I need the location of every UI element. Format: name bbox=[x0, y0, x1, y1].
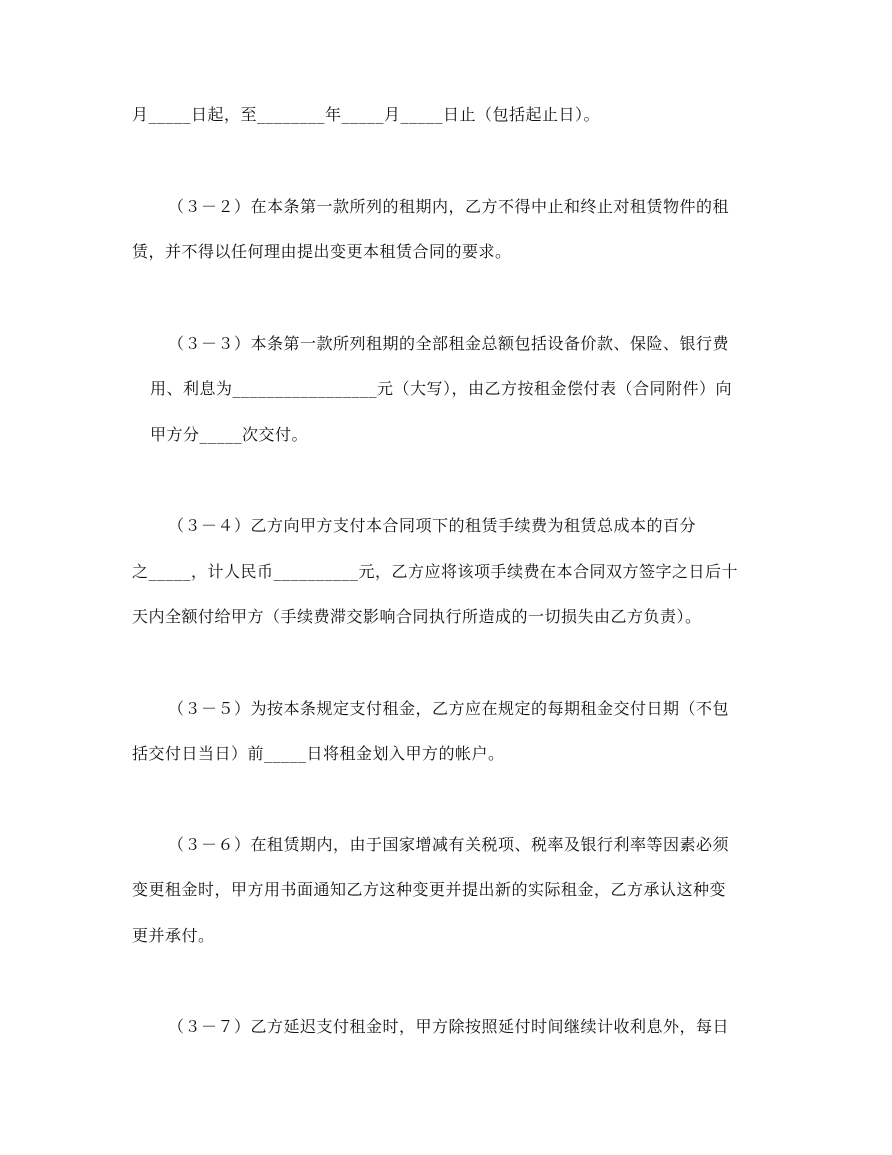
paragraph-3-7-line-1: （３－７）乙方延迟支付租金时，甲方除按照延付时间继续计收利息外，每日 bbox=[168, 1017, 730, 1036]
paragraph-3-5-line-2: 括交付日当日）前_____日将租金划入甲方的帐户。 bbox=[132, 744, 505, 763]
paragraph-3-4-line-3: 天内全额付给甲方（手续费滞交影响合同执行所造成的一切损失由乙方负责）。 bbox=[132, 607, 702, 626]
paragraph-3-4-line-2: 之_____，计人民币__________元，乙方应将该项手续费在本合同双方签字之日后十 bbox=[132, 562, 739, 581]
paragraph-3-2-line-1: （３－２）在本条第一款所列的租期内，乙方不得中止和终止对租赁物件的租 bbox=[168, 197, 730, 216]
paragraph-3-3-line-1: （３－３）本条第一款所列租期的全部租金总额包括设备价款、保险、银行费 bbox=[168, 334, 730, 353]
paragraph-3-2-line-2: 赁，并不得以任何理由提出变更本租赁合同的要求。 bbox=[132, 242, 512, 261]
paragraph-3-3-line-2: 用、利息为_________________元（大写），由乙方按租金偿付表（合同附件）向 bbox=[150, 379, 733, 398]
paragraph-3-4-line-1: （３－４）乙方向甲方支付本合同项下的租赁手续费为租赁总成本的百分 bbox=[168, 516, 697, 535]
paragraph-3-5-line-1: （３－５）为按本条规定支付租金，乙方应在规定的每期租金交付日期（不包 bbox=[168, 699, 730, 718]
paragraph-3-6-line-1: （３－６）在租赁期内，由于国家增减有关税项、税率及银行利率等因素必须 bbox=[168, 835, 730, 854]
paragraph-3-6-line-3: 更并承付。 bbox=[132, 926, 215, 945]
paragraph-3-1-line-1: 月_____日起，至________年_____月_____日止（包括起止日）。 bbox=[132, 105, 601, 124]
paragraph-3-6-line-2: 变更租金时，甲方用书面通知乙方这种变更并提出新的实际租金，乙方承认这种变 bbox=[132, 880, 727, 899]
paragraph-3-3-line-3: 甲方分_____次交付。 bbox=[150, 425, 309, 444]
